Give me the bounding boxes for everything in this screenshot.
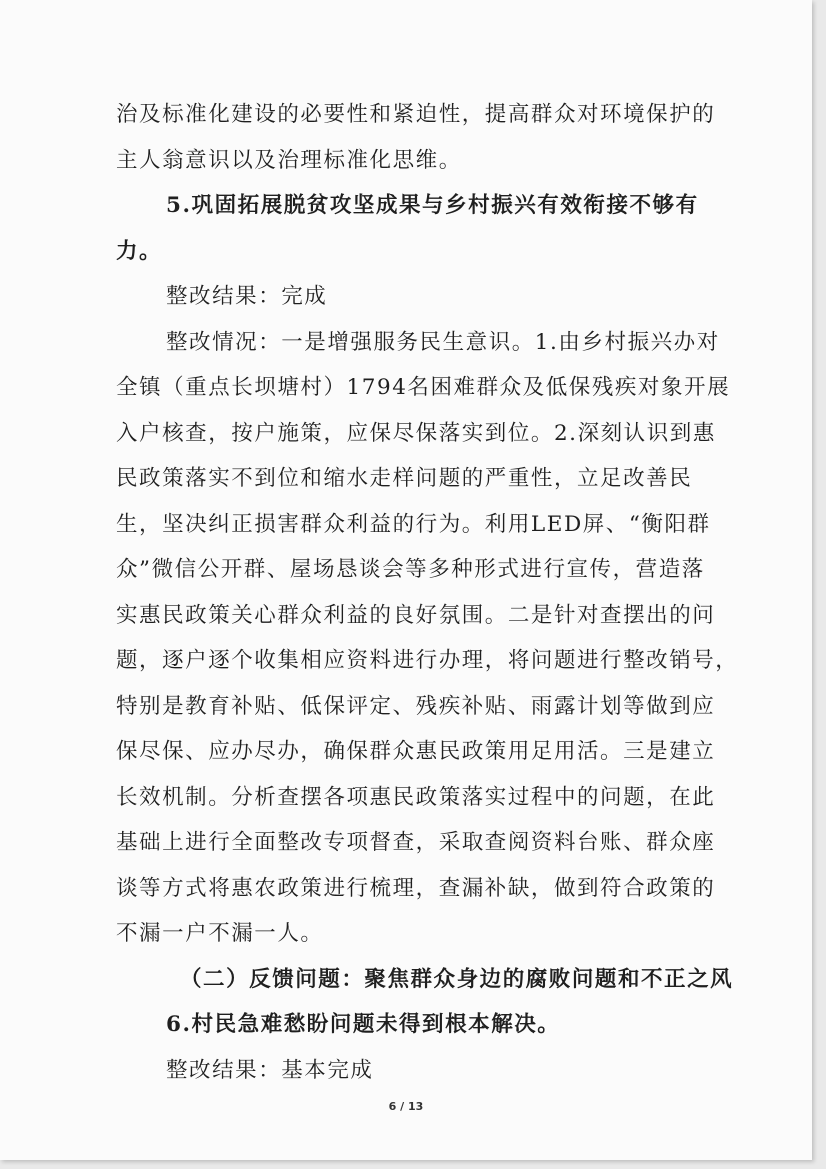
body-text-line: 基础上进行全面整改专项督查，采取查阅资料台账、群众座 xyxy=(116,830,716,855)
body-text-line: 入户核查，按户施策，应保尽保落实到位。2.深刻认识到惠 xyxy=(116,420,716,446)
body-text-line: 长效机制。分析查摆各项惠民政策落实过程中的问题，在此 xyxy=(116,784,716,810)
body-text-line: 生，坚决纠正损害群众利益的行为。利用LED屏、“衡阳群 xyxy=(116,511,711,537)
body-text-line: 实惠民政策关心群众利益的良好氛围。二是针对查摆出的问 xyxy=(116,602,716,628)
body-text-line: 民政策落实不到位和缩水走样问题的严重性，立足改善民 xyxy=(116,466,693,491)
rectification-result: 整改结果：基本完成 xyxy=(166,1057,374,1083)
body-text-line: 众”微信公开群、屋场恳谈会等多种形式进行宣传，营造落 xyxy=(116,557,705,582)
body-text-line: 保尽保、应办尽办，确保群众惠民政策用足用活。三是建立 xyxy=(116,739,716,764)
rectification-status: 整改情况：一是增强服务民生意识。1.由乡村振兴办对 xyxy=(166,329,720,355)
document-body xyxy=(116,92,756,1093)
body-text-line: 全镇（重点长坝塘村）1794名困难群众及低保残疾对象开展 xyxy=(116,375,731,400)
body-text-line: 特别是教育补贴、低保评定、残疾补贴、雨露计划等做到应 xyxy=(116,693,716,719)
section-heading-continued: 力。 xyxy=(116,238,163,264)
rectification-result: 整改结果：完成 xyxy=(166,284,328,309)
body-text-line: 治及标准化建设的必要性和紧迫性，提高群众对环境保护的 xyxy=(116,102,716,127)
section-heading: 5.巩固拓展脱贫攻坚成果与乡村振兴有效衔接不够有 xyxy=(166,193,699,218)
body-text-line: 主人翁意识以及治理标准化思维。 xyxy=(116,147,462,173)
section-heading: 6.村民急难愁盼问题未得到根本解决。 xyxy=(166,1012,561,1037)
body-text-line: 谈等方式将惠农政策进行梳理，查漏补缺，做到符合政策的 xyxy=(116,875,716,901)
body-text-line: 不漏一户不漏一人。 xyxy=(116,921,324,946)
page-number: 6 / 13 xyxy=(388,1100,424,1113)
feedback-issue-heading: （二）反馈问题：聚焦群众身边的腐败问题和不正之风 xyxy=(180,966,734,992)
body-text-line: 题，逐户逐个收集相应资料进行办理，将问题进行整改销号， xyxy=(116,648,739,673)
